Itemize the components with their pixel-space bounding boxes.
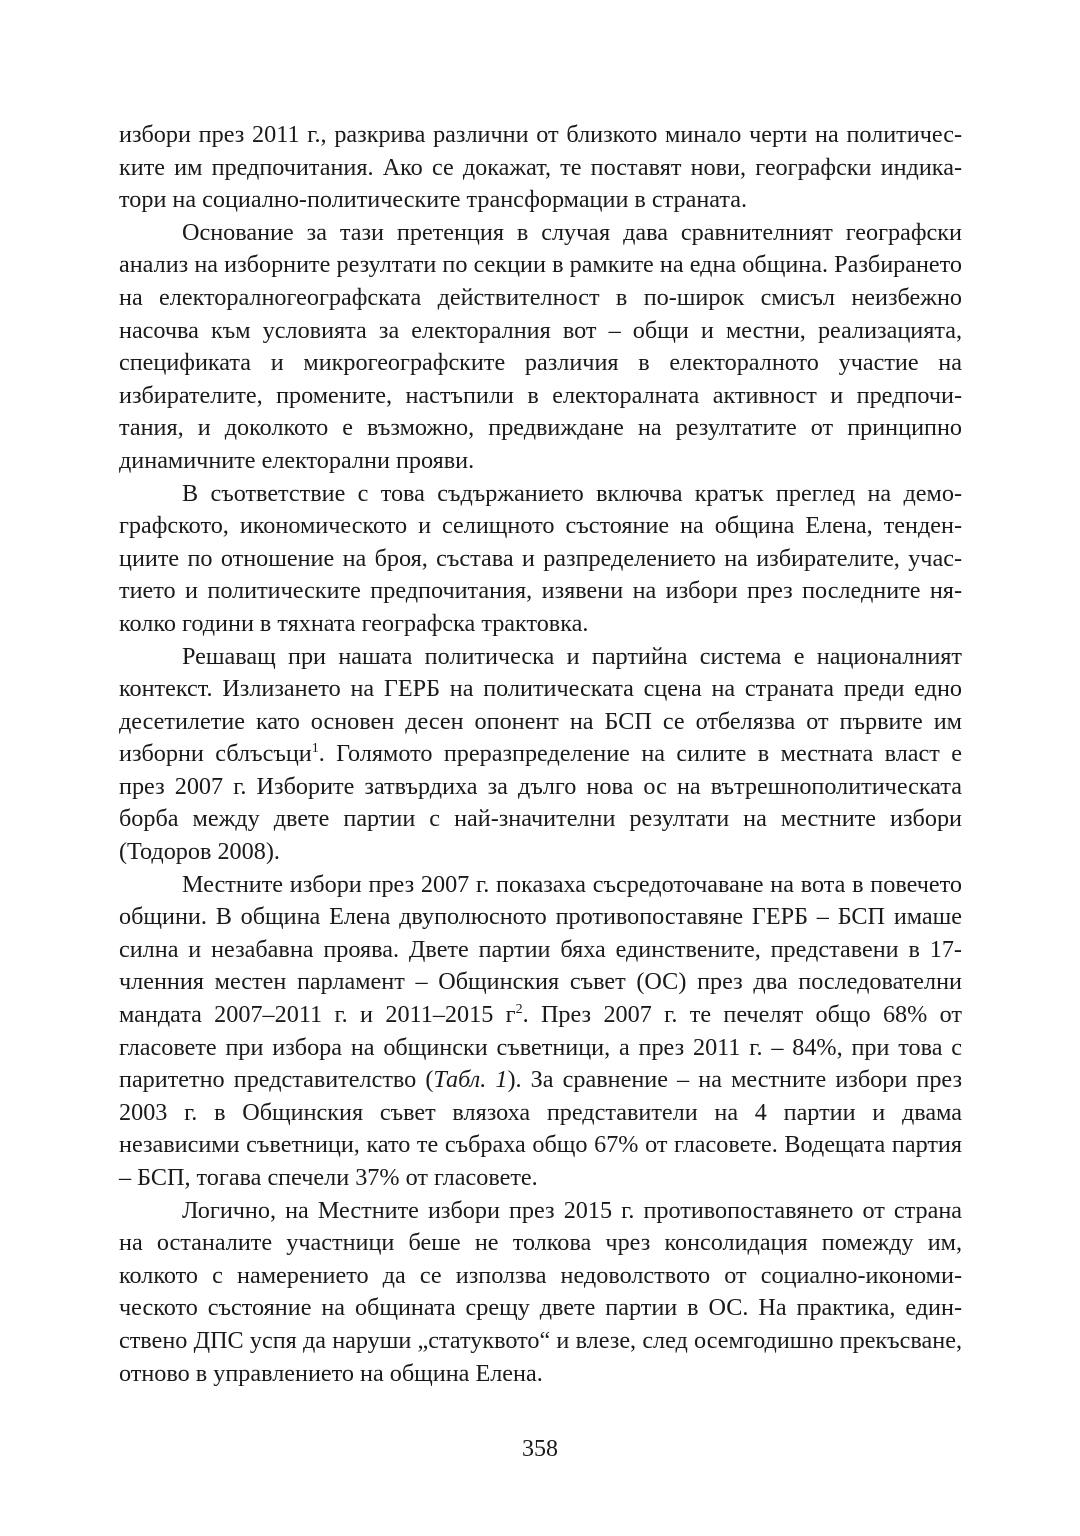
paragraph-text: ). За сравнение – на местните избори през 2003 г. в Общинския съвет влязоха представители на 4 партии и двама независими съветници, като те събраха общо 67% от гласовете. Водещата партия – БСП, тогава спечели 37% от гласовете.: [119, 1066, 962, 1191]
table-reference: Табл. 1: [433, 1066, 508, 1094]
footnote-marker[interactable]: 1: [311, 741, 319, 757]
paragraph-comparative-analysis: Основание за тази претенция в случая дава сравнителният географски анализ на изборните резултати по секции в рамките на една община. Разбирането на електоралногеографската действителност в по-широк смисъл неизбежно насочва към условията за електоралния вот – общи и местни, реализацията, спецификата и микрогеографските различия в електоралното участие на избирателите, промените, настъпили в електоралната активност и предпочитания, и доколкото е възможно, предвиждане на резултатите от принципно динамичните електорални прояви.: [119, 218, 962, 474]
paragraph-local-elections-2007: [119, 869, 962, 1195]
paragraph-continuation: избори през 2011 г., разкрива различни от близкото минало черти на политическите им предпочитания. Ако се докажат, те поставят нови, географски индикатори на социално-политическите трансформации в страната.: [119, 121, 962, 214]
paragraph-content-overview: В съответствие с това съдържанието включва кратък преглед на демографското, икономическото и селищното състояние на община Елена, тенденциите по отношение на броя, състава и разпределението на избирателите, участието и политическите предпочитания, изявени на избори през последните няколко години в тяхната географска трактовка.: [119, 479, 962, 637]
paragraph-text: Местните избори през 2007 г. показаха съсредоточаване на вота в повечето общини. В община Елена двуполюсното противопоставяне ГЕРБ – БСП имаше силна и незабавна проява. Двете партии бяха единствените, представени в 17-членния местен парламент – Общинския съвет (ОС) през два последователни мандата 2007–2011 г. и 2011–2015 г: [119, 870, 962, 1029]
paragraph-national-context: [119, 641, 962, 869]
page-number: 358: [522, 1436, 558, 1462]
paragraph-text: . През 2007 г. те печелят общо 68% от гласовете при избора на общински съветници, а през 2011 г. – 84%, при това с паритетно представителство (: [119, 1001, 962, 1094]
paragraph-text: Решаващ при нашата политическа и партийна система е националният контекст. Излизането на ГЕРБ на политическата сцена на страната преди едно десетилетие като основен десен опонент на БСП се отбелязва от първите им изборни сблъсъци: [119, 642, 962, 768]
paragraph-local-elections-2015: Логично, на Местните избори през 2015 г. противопоставянето от страна на останалите участници беше не толкова чрез консолидация помежду им, колкото с намерението да се използва недоволството от социално-икономическото състояние на общината срещу двете партии в ОС. На практика, единствено ДПС успя да наруши „статуквото“ и влезе, след осемгодишно прекъсване, отново в управлението на община Елена.: [119, 1196, 962, 1387]
body-text: [119, 119, 962, 1390]
footnote-marker[interactable]: 2: [515, 1001, 523, 1017]
paragraph-text: . Голямото преразпределение на силите в местната власт е през 2007 г. Изборите затвърдиха за дълго нова ос на вътрешнополитическата борба между двете партии с най-значителни резултати на местните избори (Тодоров 2008).: [119, 740, 962, 866]
